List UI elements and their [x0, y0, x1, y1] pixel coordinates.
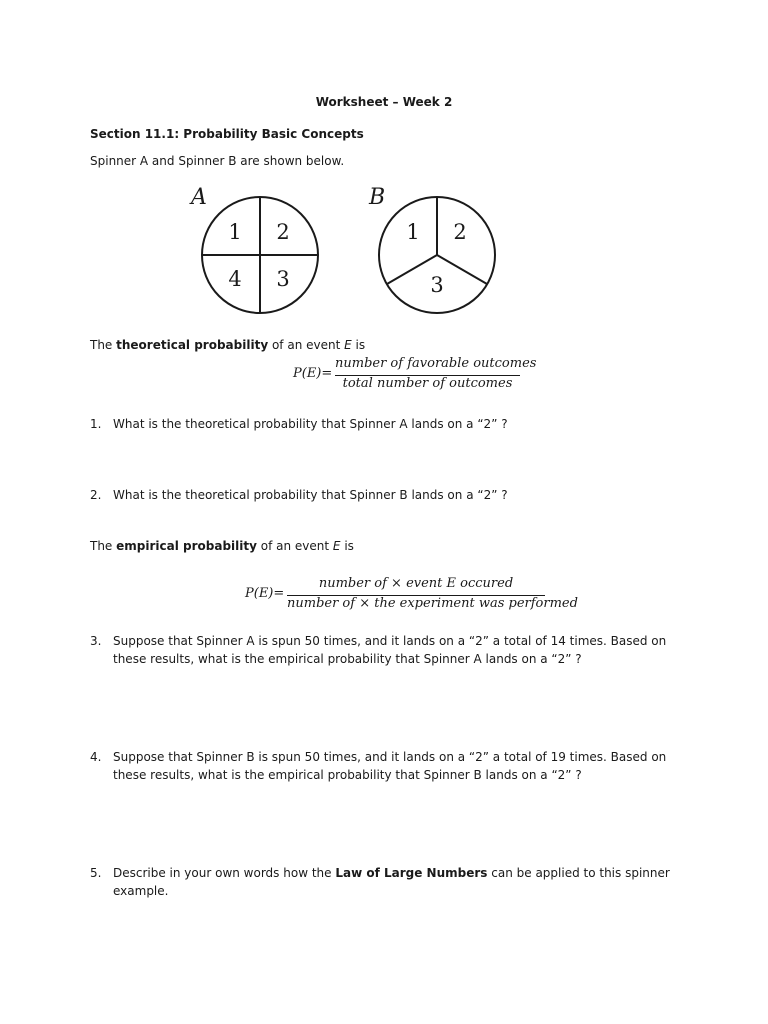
spinner-b-sector-label: 2 [453, 220, 467, 244]
spinner-b-sector-label: 1 [406, 220, 420, 244]
question-5: 5. Describe in your own words how the Law of Large Numbers can be applied to this spinner example. [90, 866, 670, 898]
question-4: 4. Suppose that Spinner B is spun 50 times, and it lands on a “2” a total of 19 times. Based on these results, what is the empirical probability that Spinner B lands on a “2” ? [90, 750, 667, 782]
intro-text: Spinner A and Spinner B are shown below. [90, 154, 345, 168]
theoretical-definition: The theoretical probability of an event E is [90, 338, 366, 352]
spinners-figure [185, 178, 515, 318]
spinner-a-sector-label: 4 [228, 267, 242, 291]
spinner-a-sector-label: 1 [228, 220, 242, 244]
question-1: 1. What is the theoretical probability that Spinner A lands on a “2” ? [90, 417, 508, 431]
spinner-b-label: B [369, 185, 386, 210]
spinner-a-label: A [191, 185, 207, 210]
question-3: 3. Suppose that Spinner A is spun 50 times, and it lands on a “2” a total of 14 times. Based on these results, what is the empirical probability that Spinner A lands on a “2” ? [90, 634, 667, 666]
spinner-a-sector-label: 3 [276, 267, 290, 291]
spinner-b-sector-label: 3 [430, 273, 444, 297]
question-2: 2. What is the theoretical probability that Spinner B lands on a “2” ? [90, 488, 508, 502]
theoretical-formula [293, 356, 537, 396]
formula-numerator: number of favorable outcomes [335, 356, 537, 371]
formula-numerator: number of × event E occured [318, 576, 514, 591]
page-title: Worksheet – Week 2 [315, 95, 453, 109]
formula-denominator: number of × the experiment was performed [287, 596, 578, 611]
section-heading: Section 11.1: Probability Basic Concepts [90, 127, 364, 141]
spinner-b [379, 197, 495, 313]
law-of-large-numbers-term: Law of Large Numbers [335, 866, 488, 880]
formula-lhs: P(E)= [293, 366, 333, 381]
spinner-a-sector-label: 2 [276, 220, 290, 244]
empirical-definition: The empirical probability of an event E is [90, 539, 354, 553]
spinner-a [202, 197, 318, 313]
empirical-term: empirical probability [116, 539, 257, 553]
theoretical-term: theoretical probability [116, 338, 269, 352]
formula-denominator: total number of outcomes [342, 376, 513, 391]
formula-lhs: P(E)= [245, 586, 285, 601]
empirical-formula [245, 576, 578, 616]
